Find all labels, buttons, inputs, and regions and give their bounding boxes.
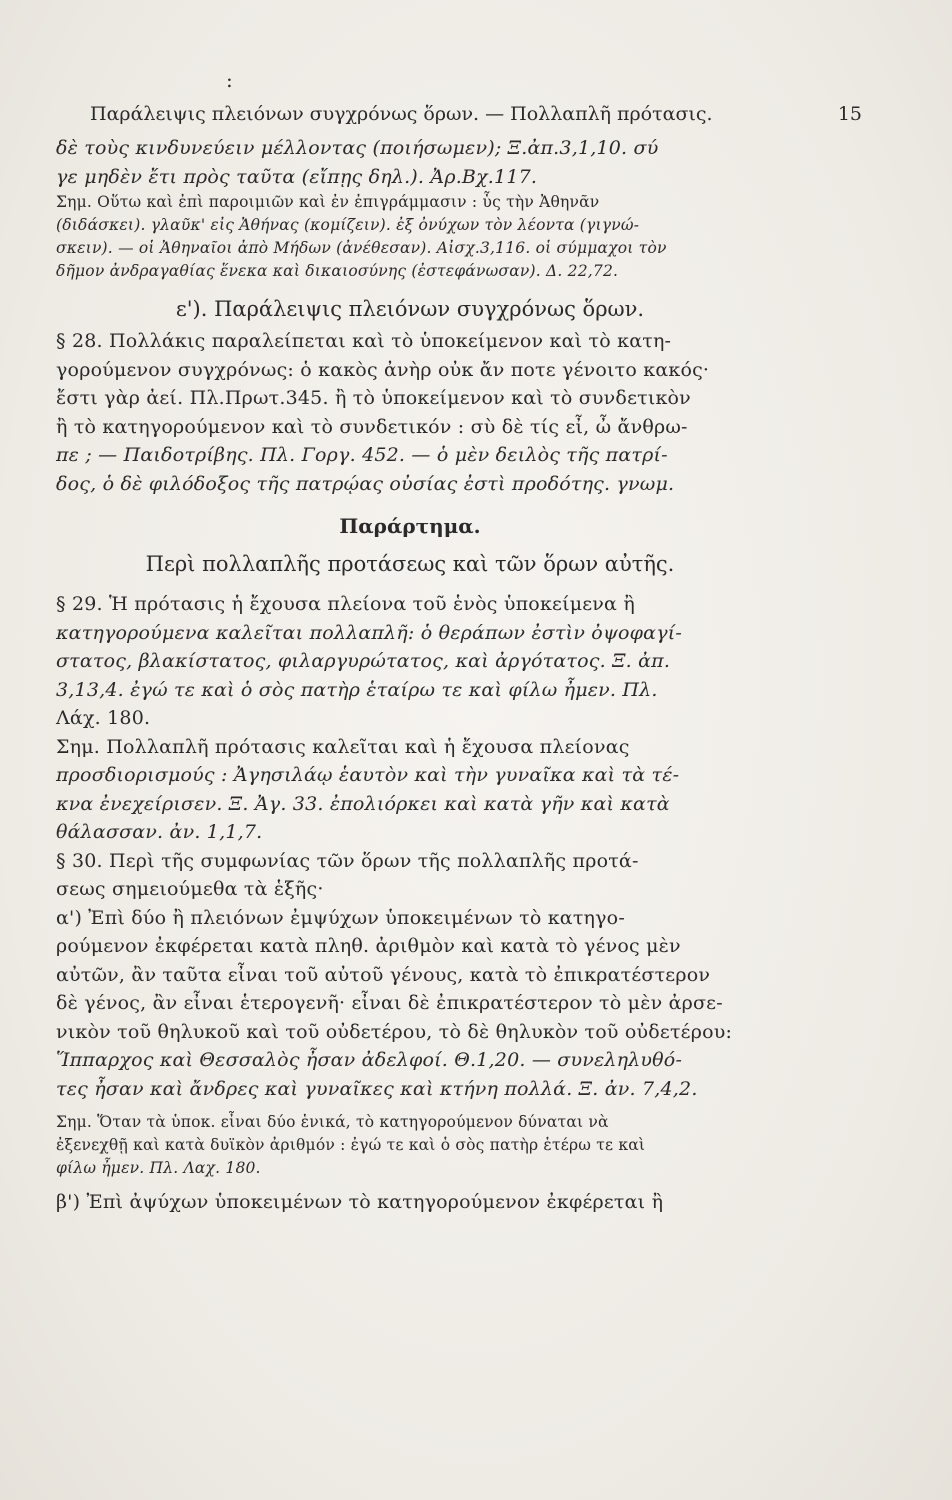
text-line: δος, ὁ δὲ φιλόδοξος τῆς πατρῴας οὐσίας ἐστὶ προδότης. γνωμ. [56,472,675,495]
text-line: τες ἦσαν καὶ ἄνδρες καὶ γυναῖκες καὶ κτήνη πολλά. Ξ. ἀν. 7,4,2. [56,1077,698,1100]
paragraph-30 [56,847,764,904]
page-mark: : [226,68,233,92]
text-line: στατος, βλακίστατος, φιλαργυρώτατος, καὶ ἀργότατος. Ξ. ἀπ. [56,650,671,672]
text-line: ἢ τὸ κατηγορούμενον καὶ τὸ συνδετικόν : σὺ δὲ τίς εἶ, ὦ ἄνθρω- [56,415,688,438]
text-line: δὲ τοὺς κινδυνεύειν μέλλοντας (ποιήσωμεν); Ξ.ἀπ.3,1,10. σύ [56,137,659,159]
text-line: γε μηδὲν ἔτι πρὸς ταῦτα (εἴπῃς δηλ.). Ἀρ.Βχ.117. [56,165,538,188]
page-number: 15 [837,103,862,125]
text-line: Σημ. Ὅταν τὰ ὑποκ. εἶναι δύο ἑνικά, τὸ κατηγορούμενον δύναται νὰ [56,1113,609,1131]
text-line: § 28. Πολλάκις παραλείπεται καὶ τὸ ὑποκείμενον καὶ τὸ κατη- [56,330,672,352]
text-line: νικὸν τοῦ θηλυκοῦ καὶ τοῦ οὐδετέρου, τὸ δὲ θηλυκὸν τοῦ οὐδετέρου: [56,1020,733,1043]
text-line: (διδάσκει). γλαῦκ' εἰς Ἀθήνας (κομίζειν). ἐξ ὀνύχων τὸν λέοντα (γιγνώ- [56,216,640,234]
opening-lines [56,134,764,283]
text-line: ἐξενεχθῇ καὶ κατὰ δυϊκὸν ἀριθμόν : ἐγώ τε καὶ ὁ σὸς πατὴρ ἑτέρω τε καὶ [56,1136,646,1154]
paragraph-b: β') Ἐπὶ ἀψύχων ὑποκειμένων τὸ κατηγορούμενον ἐκφέρεται ἢ [56,1191,664,1213]
text-line: δῆμον ἀνδραγαθίας ἕνεκα καὶ δικαιοσύνης (ἐστεφάνωσαν). Δ. 22,72. [56,262,619,280]
header-title: Παράλειψις πλειόνων συγχρόνως ὅρων. — Πολλαπλῆ πρότασις. [90,103,713,125]
text-line: κατηγορούμενα καλεῖται πολλαπλῆ: ὁ θεράπων ἐστὶν ὀψοφαγί- [56,621,683,644]
text-line: αὐτῶν, ἂν ταῦτα εἶναι τοῦ αὐτοῦ γένους, κατὰ τὸ ἐπικρατέστερον [56,963,711,986]
paragraph-a [56,904,764,1104]
text-line: 3,13,4. ἐγώ τε καὶ ὁ σὸς πατὴρ ἑταίρω τε καὶ φίλω ἦμεν. Πλ. [56,678,658,701]
text-line: § 30. Περὶ τῆς συμφωνίας τῶν ὅρων τῆς πολλαπλῆς προτά- [56,849,639,872]
text-line: κνα ἐνεχείρισεν. Ξ. Ἀγ. 33. ἐπολιόρκει καὶ κατὰ γῆν καὶ κατὰ [56,792,670,815]
text-line: σεως σημειούμεθα τὰ ἑξῆς· [56,878,324,900]
note-29 [56,733,764,847]
section-heading: ε'). Παράλειψις πλειόνων συγχρόνως ὅρων. [175,297,645,321]
text-line: προσδιορισμούς : Ἀγησιλάῳ ἑαυτὸν καὶ τὴν γυναῖκα καὶ τὰ τέ- [56,764,680,786]
text-line: Σημ. Οὕτω καὶ ἐπὶ παροιμιῶν καὶ ἐν ἐπιγράμμασιν : ὗς τὴν Ἀθηνᾶν [56,193,600,211]
text-line: § 29. Ἡ πρότασις ἡ ἔχουσα πλείονα τοῦ ἑνὸς ὑποκείμενα ἢ [56,593,635,615]
text-line: φίλω ἦμεν. Πλ. Λαχ. 180. [56,1159,261,1177]
text-line: θάλασσαν. ἀν. 1,1,7. [56,821,263,843]
text-line: πε ; — Παιδοτρίβης. Πλ. Γοργ. 452. — ὁ μὲν δειλὸς τῆς πατρί- [56,444,668,466]
page-body [56,134,764,1217]
text-line: Λάχ. 180. [56,707,151,729]
paragraph-29 [56,590,764,733]
paragraph-28 [56,327,764,498]
note-block [56,191,764,283]
text-line: σκειν). — οἱ Ἀθηναῖοι ἀπὸ Μήδων (ἀνέθεσαν). Αἰσχ.3,116. οἱ σύμμαχοι τὸν [56,239,667,257]
text-line: α') Ἐπὶ δύο ἢ πλειόνων ἐμψύχων ὑποκειμένων τὸ κατηγο- [56,906,625,929]
note-a [56,1111,764,1180]
running-header [90,100,862,128]
text-line: δὲ γένος, ἂν εἶναι ἑτερογενῆ· εἶναι δὲ ἐπικρατέστερον τὸ μὲν ἀρσε- [56,992,723,1014]
text-line: γορούμενον συγχρόνως: ὁ κακὸς ἀνὴρ οὐκ ἄν ποτε γένοιτο κακός· [56,358,710,381]
text-line: Ἵππαρχος καὶ Θεσσαλὸς ἦσαν ἀδελφοί. Θ.1,20. — συνεληλυθό- [56,1049,683,1071]
appendix-subtitle: Περὶ πολλαπλῆς προτάσεως καὶ τῶν ὅρων αὐτῆς. [145,552,675,576]
text-line: ρούμενον ἐκφέρεται κατὰ πληθ. ἀριθμὸν καὶ κατὰ τὸ γένος μὲν [56,935,681,957]
text-line: Σημ. Πολλαπλῆ πρότασις καλεῖται καὶ ἡ ἔχουσα πλείονας [56,735,630,758]
text-line: ἔστι γὰρ ἀεί. Πλ.Πρωτ.345. ἢ τὸ ὑποκείμενον καὶ τὸ συνδετικὸν [56,387,691,409]
appendix-title: Παράρτημα. [339,514,481,538]
